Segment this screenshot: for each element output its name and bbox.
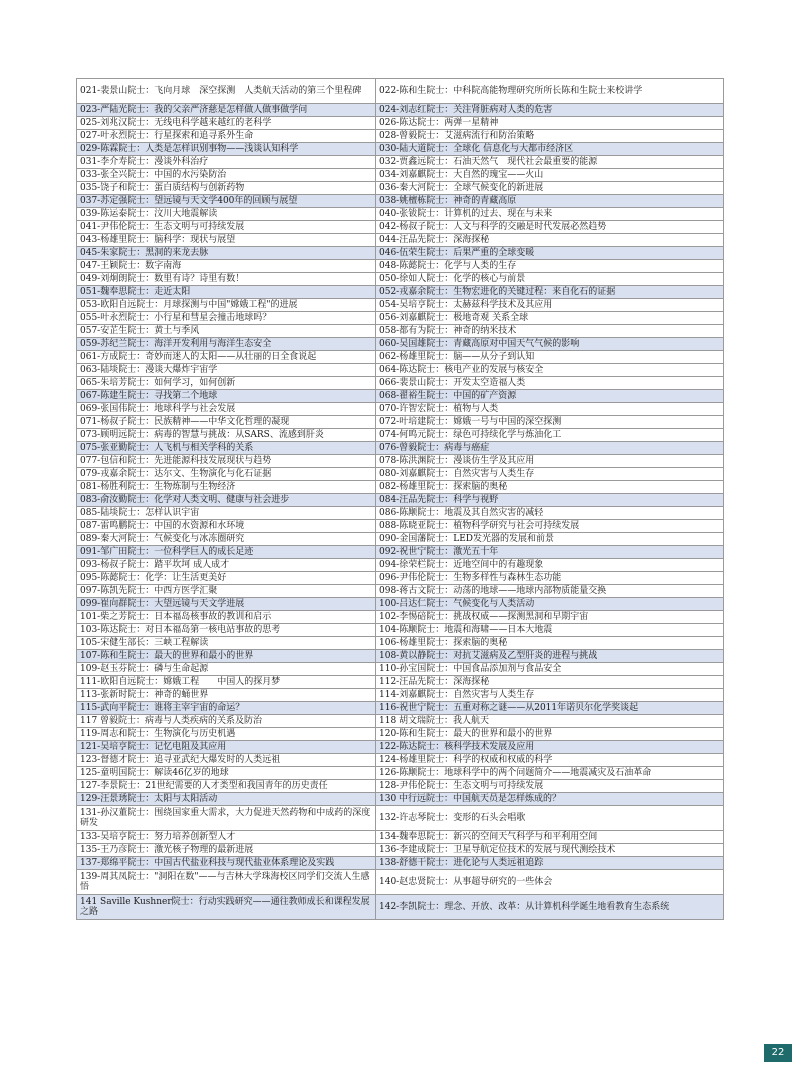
- table-row: [77, 390, 724, 403]
- lecture-entry-right: 124-杨雄里院士：科学的权威和权威的科学: [376, 754, 724, 767]
- lecture-entry-right: 036-秦大河院士：全球气候变化的新进展: [376, 182, 724, 195]
- lecture-entry-left: 087-雷鸣鹏院士：中国的水资源和水环境: [77, 520, 376, 533]
- table-row: [77, 416, 724, 429]
- lecture-entry-right: 088-陈晓亚院士：植物科学研究与社会可持续发展: [376, 520, 724, 533]
- table-row: [77, 895, 724, 920]
- table-row: [77, 611, 724, 624]
- lecture-entry-left: 107-陈和生院士：最大的世界和最小的世界: [77, 650, 376, 663]
- lecture-entry-right: 042-杨叔子院士：人文与科学的交融是时代发展必然趋势: [376, 221, 724, 234]
- table-row: [77, 857, 724, 870]
- lecture-entry-right: 062-杨雄里院士：脑——从分子到认知: [376, 351, 724, 364]
- table-row: [77, 429, 724, 442]
- lecture-entry-left: 089-秦大河院士：气候变化与冰冻圈研究: [77, 533, 376, 546]
- table-row: [77, 507, 724, 520]
- lecture-entry-left: 055-叶永烈院士：小行星和彗星会撞击地球吗？: [77, 312, 376, 325]
- lecture-entry-right: 098-蒋古文院士：动荡的地球——地球内部物质能量交换: [376, 585, 724, 598]
- table-row: [77, 104, 724, 117]
- lecture-entry-right: 096-尹伟伦院士：生物多样性与森林生态功能: [376, 572, 724, 585]
- lecture-entry-right: 106-杨雄里院士：探索脑的奥秘: [376, 637, 724, 650]
- table-row: [77, 299, 724, 312]
- lecture-table-body: [77, 79, 724, 920]
- table-row: [77, 169, 724, 182]
- lecture-entry-left: 051-魏奉思院士：走近太阳: [77, 286, 376, 299]
- lecture-entry-right: 136-李建成院士：卫星导航定位技术的发展与现代测绘技术: [376, 844, 724, 857]
- lecture-entry-left: 025-刘兆汉院士：无线电科学越来越红的老科学: [77, 117, 376, 130]
- lecture-entry-right: 102-李惕碚院士：挑战权威——探测黑洞和早期宇宙: [376, 611, 724, 624]
- table-row: [77, 79, 724, 104]
- lecture-entry-right: 118 胡文瑞院士：我人航天: [376, 715, 724, 728]
- lecture-entry-right: 094-徐荣栏院士：近地空间中的有趣现象: [376, 559, 724, 572]
- lecture-entry-right: 074-何鸣元院士：绿色可持续化学与炼油化工: [376, 429, 724, 442]
- lecture-entry-left: 135-王乃彦院士：激光核子物理的最新进展: [77, 844, 376, 857]
- lecture-entry-left: 123-督德才院士：追寻亚武纪大爆发时的人类远祖: [77, 754, 376, 767]
- table-row: [77, 403, 724, 416]
- page-number-badge: 22: [764, 1044, 792, 1062]
- lecture-entry-right: 114-刘嘉麒院士：自然灾害与人类生存: [376, 689, 724, 702]
- lecture-entry-right: 044-汪品先院士：深海探秘: [376, 234, 724, 247]
- table-row: [77, 468, 724, 481]
- lecture-entry-left: 101-柴之芳院士：日本福岛核事故的教训和启示: [77, 611, 376, 624]
- table-row: [77, 572, 724, 585]
- lecture-entry-right: 080-刘嘉麒院士：自然灾害与人类生存: [376, 468, 724, 481]
- lecture-entry-right: 054-吴培亨院士：太赫兹科学技术及其应用: [376, 299, 724, 312]
- lecture-entry-left: 091-邹广田院士：一位科学巨人的成长足迹: [77, 546, 376, 559]
- lecture-entry-left: 033-张全兴院士：中国的水污染防治: [77, 169, 376, 182]
- table-row: [77, 767, 724, 780]
- lecture-entry-left: 099-崔向群院士：大望远镜与天文学进展: [77, 598, 376, 611]
- lecture-entry-right: 052-戎嘉余院士：生物宏进化的关键过程：来自化石的证据: [376, 286, 724, 299]
- lecture-entry-left: 111-欧阳自远院士：嫦娥工程 中国人的探月梦: [77, 676, 376, 689]
- lecture-entry-left: 095-陈懿院士：化学：让生活更美好: [77, 572, 376, 585]
- table-row: [77, 338, 724, 351]
- lecture-entry-right: 022-陈和生院士：中科院高能物理研究所所长陈和生院士来校讲学: [376, 79, 724, 104]
- table-row: [77, 741, 724, 754]
- lecture-entry-right: 040-张钹院士：计算机的过去、现在与未来: [376, 208, 724, 221]
- lecture-entry-left: 053-欧阳自远院士：月球探测与中国"嫦娥工程"的进展: [77, 299, 376, 312]
- table-row: [77, 494, 724, 507]
- table-row: [77, 715, 724, 728]
- lecture-entry-right: 064-陈达院士：核电产业的发展与核安全: [376, 364, 724, 377]
- lecture-entry-right: 112-汪品先院士：深海探秘: [376, 676, 724, 689]
- lecture-entry-left: 027-叶永烈院士：行星探索和追寻系外生命: [77, 130, 376, 143]
- lecture-entry-right: 066-裴景山院士：开发太空造福人类: [376, 377, 724, 390]
- table-row: [77, 844, 724, 857]
- table-row: [77, 585, 724, 598]
- table-row: [77, 234, 724, 247]
- lecture-entry-left: 119-周志和院士：生物演化与历史机遇: [77, 728, 376, 741]
- lecture-entry-left: 043-杨雄里院士：脑科学：现状与展望: [77, 234, 376, 247]
- lecture-entry-left: 071-杨叔子院士：民族精神——中华文化哲理的凝现: [77, 416, 376, 429]
- table-row: [77, 286, 724, 299]
- table-row: [77, 273, 724, 286]
- table-row: [77, 546, 724, 559]
- lecture-entry-right: 072-叶培建院士：嫦娥一号与中国的深空探测: [376, 416, 724, 429]
- lecture-entry-left: 093-杨叔子院士：踏平坎坷 成人成才: [77, 559, 376, 572]
- lecture-entry-right: 110-孙宝国院士：中国食品添加剂与食品安全: [376, 663, 724, 676]
- lecture-entry-left: 041-尹伟伦院士：生态文明与可持续发展: [77, 221, 376, 234]
- lecture-entry-left: 115-武向平院士：谁将主宰宇宙的命运？: [77, 702, 376, 715]
- lecture-entry-right: 120-陈和生院士：最大的世界和最小的世界: [376, 728, 724, 741]
- lecture-entry-left: 039-陈运泰院士：汶川大地震解读: [77, 208, 376, 221]
- lecture-entry-left: 103-陈达院士：对日本福岛第一核电站事故的思考: [77, 624, 376, 637]
- lecture-entry-right: 086-陈颙院士：地震及其自然灾害的减轻: [376, 507, 724, 520]
- lecture-entry-left: 023-严陆光院士：我的父亲严济慈是怎样做人做事做学问: [77, 104, 376, 117]
- table-row: [77, 481, 724, 494]
- lecture-entry-left: 109-赵玉芬院士：磷与生命起源: [77, 663, 376, 676]
- table-row: [77, 260, 724, 273]
- table-row: [77, 870, 724, 895]
- lecture-entry-left: 121-吴培亨院士：记忆电阻及其应用: [77, 741, 376, 754]
- lecture-entry-right: 058-都有为院士：神奇的纳米技术: [376, 325, 724, 338]
- lecture-entry-right: 026-陈达院士：两弹一星精神: [376, 117, 724, 130]
- lecture-entry-left: 037-苏定强院士：望远镜与天文学400年的回顾与展望: [77, 195, 376, 208]
- lecture-entry-right: 070-许智宏院士：植物与人类: [376, 403, 724, 416]
- table-row: [77, 559, 724, 572]
- lecture-entry-left: 105-宋健生部长：三峡工程解读: [77, 637, 376, 650]
- lecture-entry-right: 028-曾毅院士：艾滋病流行和防治策略: [376, 130, 724, 143]
- lecture-entry-right: 060-吴国雄院士：青藏高原对中国天气气候的影响: [376, 338, 724, 351]
- lecture-entry-left: 069-张国伟院士：地球科学与社会发展: [77, 403, 376, 416]
- table-row: [77, 130, 724, 143]
- table-row: [77, 325, 724, 338]
- table-row: [77, 442, 724, 455]
- lecture-entry-right: 126-陈颙院士：地球科学中的两个问题简介——地震减灾及石油革命: [376, 767, 724, 780]
- lecture-entry-left: 067-陈建生院士：寻找第二个地球: [77, 390, 376, 403]
- table-row: [77, 143, 724, 156]
- lecture-entry-right: 030-陆大道院士：全球化 信息化与大都市经济区: [376, 143, 724, 156]
- lecture-entry-left: 081-杨胜利院士：生物炼制与生物经济: [77, 481, 376, 494]
- lecture-entry-right: 048-陈懿院士：化学与人类的生存: [376, 260, 724, 273]
- lecture-entry-right: 034-刘嘉麒院士：大自然的瑰宝——火山: [376, 169, 724, 182]
- lecture-entry-right: 090-金国藩院士：LED发光器的发展和前景: [376, 533, 724, 546]
- table-row: [77, 377, 724, 390]
- lecture-entry-right: 122-陈达院士：核科学技术发展及应用: [376, 741, 724, 754]
- table-row: [77, 831, 724, 844]
- table-row: [77, 117, 724, 130]
- lecture-entry-right: 128-尹伟伦院士：生态文明与可持续发展: [376, 780, 724, 793]
- lecture-entry-right: 084-汪品先院士：科学与视野: [376, 494, 724, 507]
- lecture-entry-left: 141 Saville Kushner院士：行动实践研究——通往教师成长和课程发展之路: [77, 895, 376, 920]
- lecture-entry-right: 116-祝世宁院士：五重对称之谜——从2011年诺贝尔化学奖谈起: [376, 702, 724, 715]
- lecture-entry-left: 133-吴培亨院士：努力培养创新型人才: [77, 831, 376, 844]
- lecture-entry-right: 068-翟裕生院士：中国的矿产资源: [376, 390, 724, 403]
- table-row: [77, 312, 724, 325]
- lecture-entry-right: 092-祝世宁院士：激光五十年: [376, 546, 724, 559]
- lecture-entry-left: 083-俞汝勤院士：化学对人类文明、健康与社会进步: [77, 494, 376, 507]
- table-row: [77, 247, 724, 260]
- lecture-entry-right: 104-陈颙院士：地震和海啸——日本大地震: [376, 624, 724, 637]
- table-row: [77, 702, 724, 715]
- lecture-entry-left: 035-饶子和院士：蛋白质结构与创新药物: [77, 182, 376, 195]
- lecture-entry-left: 021-裴景山院士：飞向月球 深空探测 人类航天活动的第三个里程碑: [77, 79, 376, 104]
- lecture-entry-right: 056-刘嘉麒院士：极地奇观 关系全球: [376, 312, 724, 325]
- lecture-entry-left: 075-张亚勤院士：人飞机与相关学科的关系: [77, 442, 376, 455]
- lecture-entry-left: 047-王颖院士：数字南海: [77, 260, 376, 273]
- table-row: [77, 156, 724, 169]
- table-row: [77, 182, 724, 195]
- lecture-entry-left: 139-周其凤院士："洞阳在数"——与吉林大学珠海校区同学们交流人生感悟: [77, 870, 376, 895]
- table-row: [77, 221, 724, 234]
- table-row: [77, 728, 724, 741]
- lecture-entry-right: 050-徐如人院士：化学的核心与前景: [376, 273, 724, 286]
- lecture-entry-right: 046-伍荣生院士：后果严重的全球变暖: [376, 247, 724, 260]
- lecture-entry-left: 085-陆埮院士：怎样认识宇宙: [77, 507, 376, 520]
- table-row: [77, 533, 724, 546]
- lecture-entry-right: 140-赵忠贤院士：从事超导研究的一些体会: [376, 870, 724, 895]
- lecture-entry-left: 059-苏纪兰院士：海洋开发利用与海洋生态安全: [77, 338, 376, 351]
- lecture-entry-left: 063-陆埮院士：漫谈大爆炸宇宙学: [77, 364, 376, 377]
- lecture-entry-left: 079-戎嘉余院士：达尔文、生物演化与化石证据: [77, 468, 376, 481]
- lecture-entry-right: 100-吕达仁院士：气候变化与人类活动: [376, 598, 724, 611]
- lecture-entry-right: 076-曾毅院士：病毒与癌症: [376, 442, 724, 455]
- table-row: [77, 520, 724, 533]
- lecture-entry-right: 132-许志琴院士：变形的石头会唱歌: [376, 806, 724, 831]
- table-row: [77, 455, 724, 468]
- lecture-entry-left: 125-童明国院士：解读46亿岁的地球: [77, 767, 376, 780]
- table-row: [77, 351, 724, 364]
- lecture-entry-right: 108-黄以静院士：对抗艾滋病及乙型肝炎的进程与挑战: [376, 650, 724, 663]
- table-row: [77, 650, 724, 663]
- table-row: [77, 663, 724, 676]
- lecture-list-table: [76, 78, 724, 920]
- lecture-entry-left: 097-陈凯先院士：中西方医学汇聚: [77, 585, 376, 598]
- table-row: [77, 195, 724, 208]
- lecture-entry-left: 131-孙汉董院士：围绕国家重大需求，大力促进天然药物和中成药的深度研发: [77, 806, 376, 831]
- table-row: [77, 689, 724, 702]
- lecture-entry-right: 032-贾鑫远院士：石油天然气 现代社会最重要的能源: [376, 156, 724, 169]
- lecture-entry-right: 082-杨雄里院士：探索脑的奥秘: [376, 481, 724, 494]
- lecture-entry-right: 038-姚檀栋院士：神奇的青藏高原: [376, 195, 724, 208]
- lecture-entry-left: 129-汪景琇院士：太阳与太阳活动: [77, 793, 376, 806]
- lecture-entry-left: 113-张新时院士：神奇的蛹世界: [77, 689, 376, 702]
- lecture-entry-left: 117 曾毅院士：病毒与人类疾病的关系及防治: [77, 715, 376, 728]
- lecture-entry-right: 138-舒德干院士：进化论与人类远祖追踪: [376, 857, 724, 870]
- lecture-entry-left: 031-李介寿院士：漫谈外科治疗: [77, 156, 376, 169]
- table-row: [77, 780, 724, 793]
- table-row: [77, 676, 724, 689]
- lecture-entry-left: 127-李景院士：21世纪需要的人才类型和我国青年的历史责任: [77, 780, 376, 793]
- lecture-entry-right: 134-魏奉思院士：新兴的空间天气科学与和平利用空间: [376, 831, 724, 844]
- lecture-entry-right: 024-刘志红院士：关注肾脏病对人类的危害: [376, 104, 724, 117]
- lecture-entry-left: 049-刘炯朗院士：数里有诗？诗里有数！: [77, 273, 376, 286]
- lecture-entry-left: 045-朱家院士：黑洞的来龙去脉: [77, 247, 376, 260]
- lecture-entry-right: 130 中行远院士：中国航天员是怎样炼成的？: [376, 793, 724, 806]
- lecture-entry-left: 137-郑绵平院士：中国古代盐业科技与现代盐业体系理论及实践: [77, 857, 376, 870]
- table-row: [77, 637, 724, 650]
- lecture-entry-left: 073-顾明远院士：病毒的智慧与挑战：从SARS、流感到肝炎: [77, 429, 376, 442]
- table-row: [77, 754, 724, 767]
- lecture-entry-left: 057-安芷生院士：黄土与季风: [77, 325, 376, 338]
- table-row: [77, 598, 724, 611]
- table-row: [77, 208, 724, 221]
- table-row: [77, 624, 724, 637]
- table-row: [77, 364, 724, 377]
- lecture-entry-left: 077-包信和院士：先进能源科技发展现状与趋势: [77, 455, 376, 468]
- lecture-entry-left: 029-陈霖院士：人类是怎样识别事物——浅谈认知科学: [77, 143, 376, 156]
- lecture-entry-right: 142-李凯院士：理念、开放、改革：从计算机科学诞生地看教育生态系统: [376, 895, 724, 920]
- table-row: [77, 806, 724, 831]
- lecture-entry-left: 061-方成院士：奇妙而迷人的太阳——从壮丽的日全食说起: [77, 351, 376, 364]
- lecture-entry-right: 078-陈洪渊院士：漫谈仿生学及其应用: [376, 455, 724, 468]
- table-row: [77, 793, 724, 806]
- lecture-entry-left: 065-朱培芳院士：如何学习，如何创新: [77, 377, 376, 390]
